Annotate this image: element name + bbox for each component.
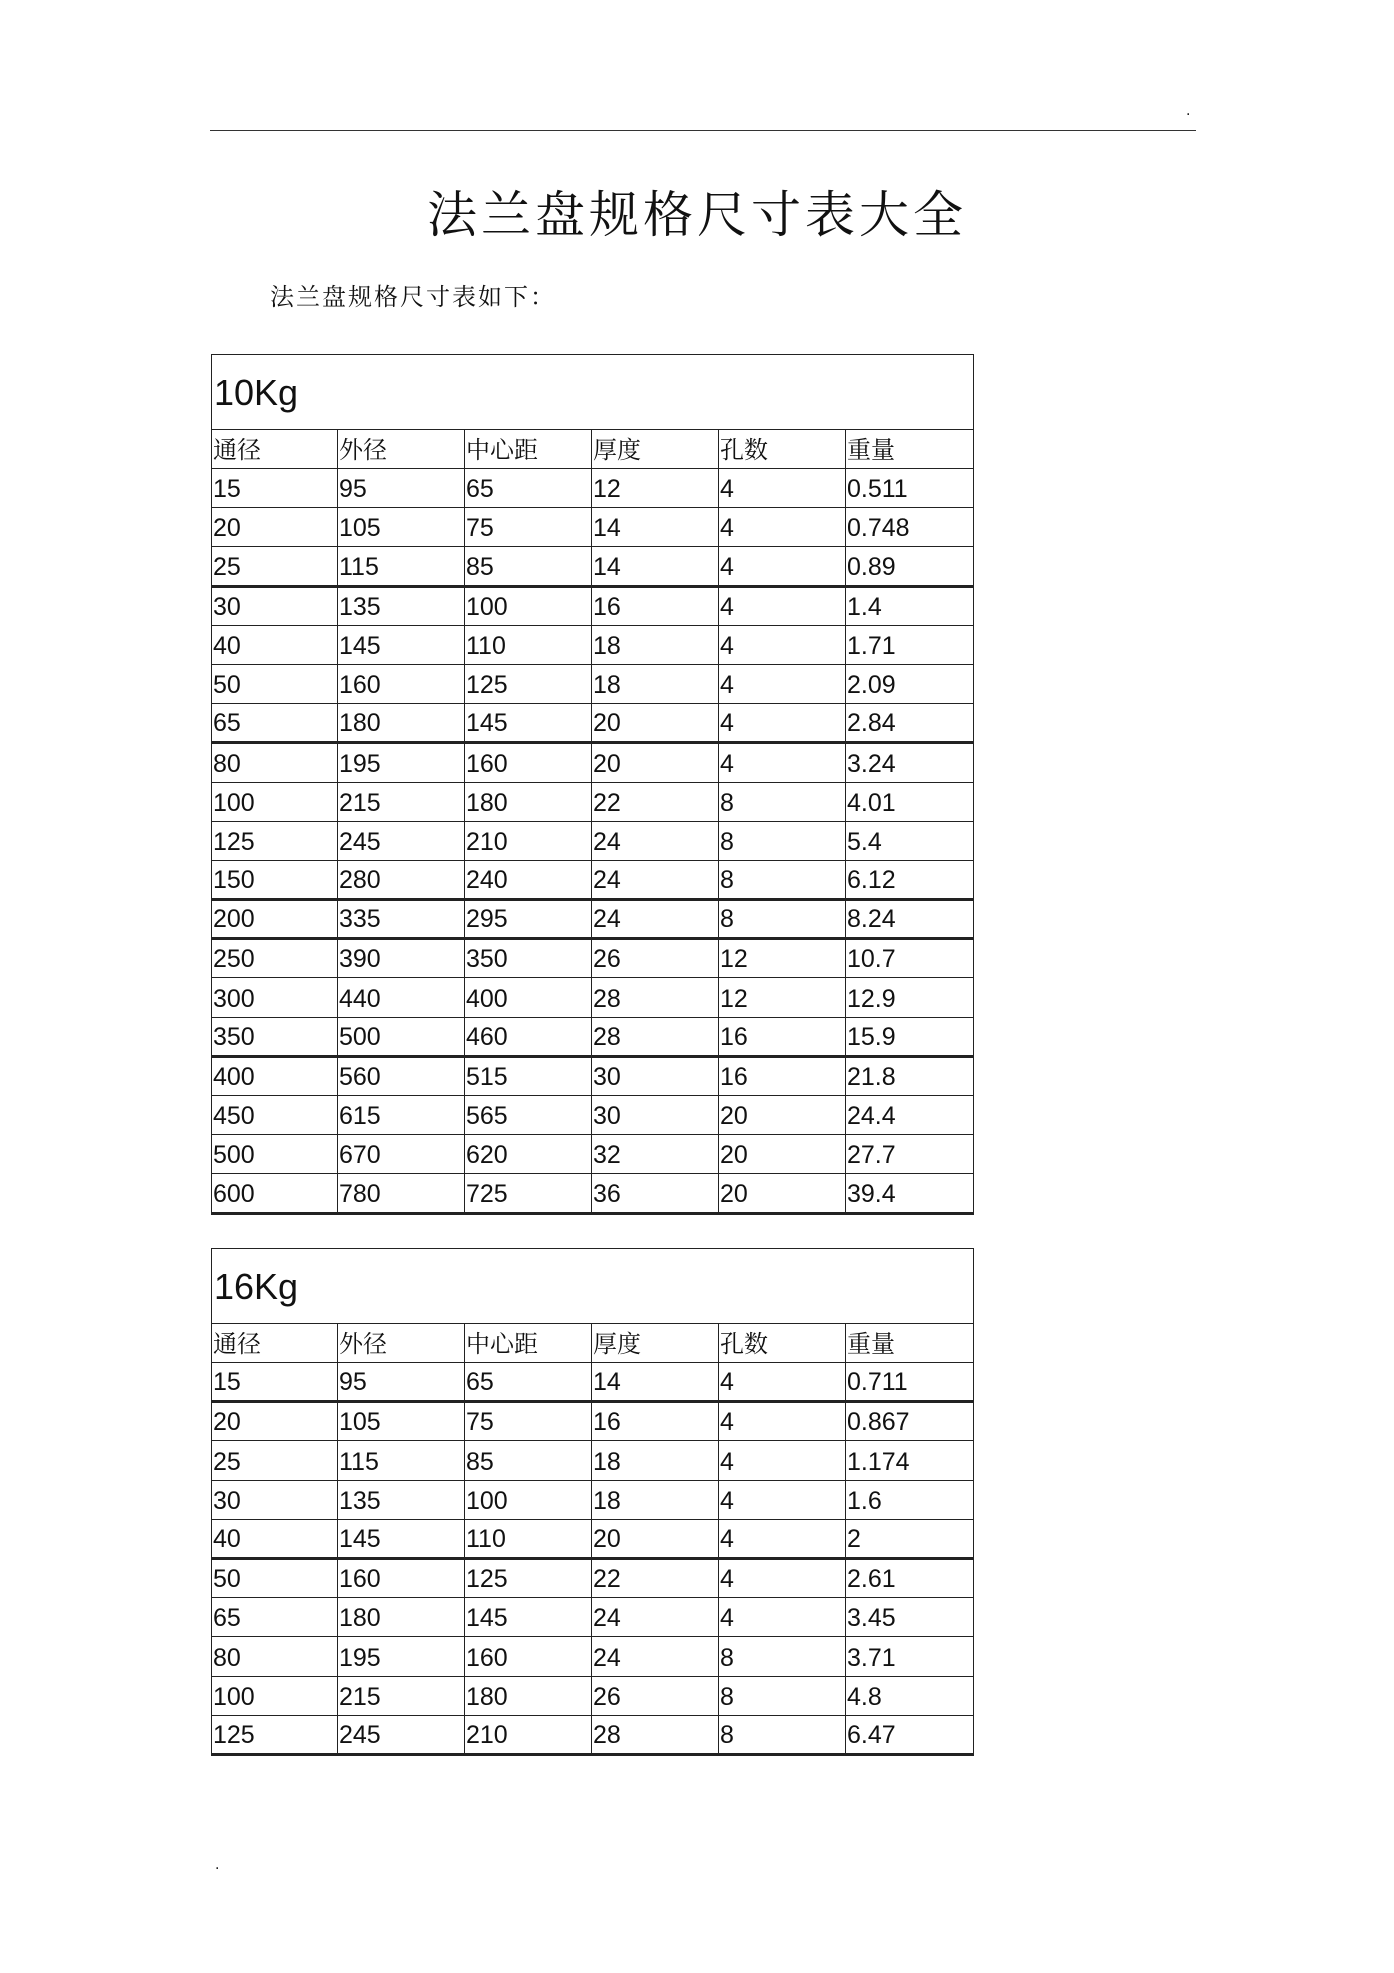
outer-diameter-cell: 95: [338, 1363, 465, 1402]
table-row: [212, 508, 974, 547]
table-row: [212, 978, 974, 1017]
thickness-cell: 14: [592, 508, 719, 547]
bore-cell: 350: [212, 1017, 338, 1056]
weight-cell: 2.84: [846, 704, 974, 743]
thickness-cell: 28: [592, 1715, 719, 1754]
bore-cell: 30: [212, 1480, 338, 1519]
bore-cell: 65: [212, 1598, 338, 1637]
weight-cell: 1.71: [846, 625, 974, 664]
bolt-circle-cell: 145: [465, 704, 592, 743]
table-row: [212, 1402, 974, 1441]
page-title: 法兰盘规格尺寸表大全: [427, 186, 967, 244]
bore-cell: 65: [212, 704, 338, 743]
outer-diameter-cell: 615: [338, 1096, 465, 1135]
table-row: [212, 1017, 974, 1056]
bolt-circle-cell: 65: [465, 469, 592, 508]
hole-count-cell: 12: [719, 939, 846, 978]
table-row: [212, 900, 974, 939]
thickness-cell: 18: [592, 664, 719, 703]
weight-cell: 4.8: [846, 1676, 974, 1715]
bore-cell: 80: [212, 1637, 338, 1676]
hole-count-cell: 20: [719, 1135, 846, 1174]
column-header: 中心距: [465, 1324, 592, 1363]
hole-count-cell: 8: [719, 782, 846, 821]
bolt-circle-cell: 125: [465, 1558, 592, 1597]
table-row: [212, 1363, 974, 1402]
table-row: [212, 1174, 974, 1213]
thickness-cell: 24: [592, 900, 719, 939]
bolt-circle-cell: 350: [465, 939, 592, 978]
hole-count-cell: 4: [719, 1402, 846, 1441]
outer-diameter-cell: 215: [338, 782, 465, 821]
column-header: 厚度: [592, 430, 719, 469]
bolt-circle-cell: 210: [465, 821, 592, 860]
table-caption: 10Kg: [212, 355, 974, 430]
hole-count-cell: 4: [719, 469, 846, 508]
bolt-circle-cell: 125: [465, 664, 592, 703]
weight-cell: 12.9: [846, 978, 974, 1017]
column-header: 重量: [846, 430, 974, 469]
weight-cell: 39.4: [846, 1174, 974, 1213]
bolt-circle-cell: 85: [465, 547, 592, 586]
bore-cell: 20: [212, 508, 338, 547]
weight-cell: 2.61: [846, 1558, 974, 1597]
table-row: [212, 664, 974, 703]
column-header: 中心距: [465, 430, 592, 469]
bolt-circle-cell: 180: [465, 1676, 592, 1715]
thickness-cell: 14: [592, 547, 719, 586]
weight-cell: 3.71: [846, 1637, 974, 1676]
bolt-circle-cell: 75: [465, 508, 592, 547]
thickness-cell: 24: [592, 860, 719, 899]
thickness-cell: 30: [592, 1096, 719, 1135]
outer-diameter-cell: 390: [338, 939, 465, 978]
outer-diameter-cell: 180: [338, 704, 465, 743]
thickness-cell: 22: [592, 782, 719, 821]
bore-cell: 50: [212, 664, 338, 703]
bore-cell: 100: [212, 1676, 338, 1715]
table-row: [212, 1637, 974, 1676]
bore-cell: 40: [212, 1519, 338, 1558]
outer-diameter-cell: 135: [338, 1480, 465, 1519]
bolt-circle-cell: 110: [465, 1519, 592, 1558]
weight-cell: 0.748: [846, 508, 974, 547]
weight-cell: 2.09: [846, 664, 974, 703]
top-corner-mark: .: [1186, 103, 1191, 119]
outer-diameter-cell: 160: [338, 1558, 465, 1597]
hole-count-cell: 4: [719, 1363, 846, 1402]
thickness-cell: 16: [592, 1402, 719, 1441]
bolt-circle-cell: 565: [465, 1096, 592, 1135]
table-row: [212, 1480, 974, 1519]
table-row: [212, 1598, 974, 1637]
thickness-cell: 24: [592, 821, 719, 860]
column-header: 通径: [212, 430, 338, 469]
thickness-cell: 16: [592, 586, 719, 625]
table-row: [212, 1519, 974, 1558]
weight-cell: 1.6: [846, 1480, 974, 1519]
bore-cell: 15: [212, 469, 338, 508]
outer-diameter-cell: 500: [338, 1017, 465, 1056]
weight-cell: 24.4: [846, 1096, 974, 1135]
table-row: [212, 1715, 974, 1754]
bolt-circle-cell: 160: [465, 1637, 592, 1676]
outer-diameter-cell: 245: [338, 1715, 465, 1754]
bore-cell: 125: [212, 1715, 338, 1754]
thickness-cell: 18: [592, 1441, 719, 1480]
thickness-cell: 20: [592, 1519, 719, 1558]
flange-table-10kg: [211, 354, 974, 1215]
bore-cell: 125: [212, 821, 338, 860]
hole-count-cell: 12: [719, 978, 846, 1017]
thickness-cell: 32: [592, 1135, 719, 1174]
weight-cell: 6.47: [846, 1715, 974, 1754]
table-row: [212, 1676, 974, 1715]
table-row: [212, 1056, 974, 1095]
hole-count-cell: 4: [719, 743, 846, 782]
table-caption: 16Kg: [212, 1249, 974, 1324]
column-header-row: [212, 1324, 974, 1363]
outer-diameter-cell: 145: [338, 1519, 465, 1558]
bolt-circle-cell: 65: [465, 1363, 592, 1402]
bore-cell: 100: [212, 782, 338, 821]
weight-cell: 21.8: [846, 1056, 974, 1095]
thickness-cell: 28: [592, 978, 719, 1017]
bolt-circle-cell: 145: [465, 1598, 592, 1637]
thickness-cell: 26: [592, 1676, 719, 1715]
hole-count-cell: 8: [719, 900, 846, 939]
bottom-corner-mark: .: [215, 1857, 220, 1873]
bolt-circle-cell: 110: [465, 625, 592, 664]
bore-cell: 50: [212, 1558, 338, 1597]
hole-count-cell: 4: [719, 547, 846, 586]
bore-cell: 250: [212, 939, 338, 978]
hole-count-cell: 4: [719, 1441, 846, 1480]
weight-cell: 4.01: [846, 782, 974, 821]
weight-cell: 6.12: [846, 860, 974, 899]
table-row: [212, 821, 974, 860]
outer-diameter-cell: 145: [338, 625, 465, 664]
hole-count-cell: 4: [719, 1558, 846, 1597]
bore-cell: 150: [212, 860, 338, 899]
header-rule: [210, 130, 1196, 131]
hole-count-cell: 4: [719, 586, 846, 625]
table-row: [212, 586, 974, 625]
bore-cell: 300: [212, 978, 338, 1017]
bore-cell: 40: [212, 625, 338, 664]
bolt-circle-cell: 75: [465, 1402, 592, 1441]
bolt-circle-cell: 295: [465, 900, 592, 939]
table-row: [212, 1558, 974, 1597]
weight-cell: 3.45: [846, 1598, 974, 1637]
hole-count-cell: 8: [719, 1676, 846, 1715]
bore-cell: 30: [212, 586, 338, 625]
hole-count-cell: 20: [719, 1174, 846, 1213]
thickness-cell: 18: [592, 625, 719, 664]
weight-cell: 1.174: [846, 1441, 974, 1480]
table-row: [212, 469, 974, 508]
bore-cell: 80: [212, 743, 338, 782]
outer-diameter-cell: 440: [338, 978, 465, 1017]
thickness-cell: 36: [592, 1174, 719, 1213]
bolt-circle-cell: 180: [465, 782, 592, 821]
hole-count-cell: 16: [719, 1056, 846, 1095]
weight-cell: 1.4: [846, 586, 974, 625]
column-header: 厚度: [592, 1324, 719, 1363]
bolt-circle-cell: 210: [465, 1715, 592, 1754]
table-row: [212, 625, 974, 664]
bolt-circle-cell: 240: [465, 860, 592, 899]
bolt-circle-cell: 100: [465, 1480, 592, 1519]
thickness-cell: 26: [592, 939, 719, 978]
thickness-cell: 14: [592, 1363, 719, 1402]
table-row: [212, 1096, 974, 1135]
weight-cell: 0.511: [846, 469, 974, 508]
thickness-cell: 22: [592, 1558, 719, 1597]
column-header: 重量: [846, 1324, 974, 1363]
outer-diameter-cell: 95: [338, 469, 465, 508]
bore-cell: 20: [212, 1402, 338, 1441]
weight-cell: 10.7: [846, 939, 974, 978]
outer-diameter-cell: 180: [338, 1598, 465, 1637]
outer-diameter-cell: 215: [338, 1676, 465, 1715]
bolt-circle-cell: 100: [465, 586, 592, 625]
outer-diameter-cell: 195: [338, 743, 465, 782]
thickness-cell: 28: [592, 1017, 719, 1056]
bolt-circle-cell: 85: [465, 1441, 592, 1480]
table-row: [212, 939, 974, 978]
hole-count-cell: 4: [719, 1519, 846, 1558]
thickness-cell: 24: [592, 1637, 719, 1676]
table-row: [212, 1135, 974, 1174]
outer-diameter-cell: 135: [338, 586, 465, 625]
bolt-circle-cell: 725: [465, 1174, 592, 1213]
bolt-circle-cell: 460: [465, 1017, 592, 1056]
thickness-cell: 20: [592, 743, 719, 782]
bolt-circle-cell: 620: [465, 1135, 592, 1174]
outer-diameter-cell: 245: [338, 821, 465, 860]
column-header-row: [212, 430, 974, 469]
weight-cell: 27.7: [846, 1135, 974, 1174]
outer-diameter-cell: 780: [338, 1174, 465, 1213]
column-header: 孔数: [719, 1324, 846, 1363]
bore-cell: 450: [212, 1096, 338, 1135]
column-header: 孔数: [719, 430, 846, 469]
bore-cell: 200: [212, 900, 338, 939]
weight-cell: 0.89: [846, 547, 974, 586]
table-row: [212, 782, 974, 821]
thickness-cell: 20: [592, 704, 719, 743]
hole-count-cell: 4: [719, 508, 846, 547]
hole-count-cell: 16: [719, 1017, 846, 1056]
thickness-cell: 12: [592, 469, 719, 508]
outer-diameter-cell: 115: [338, 547, 465, 586]
weight-cell: 8.24: [846, 900, 974, 939]
flange-table-16kg: [211, 1248, 974, 1756]
outer-diameter-cell: 670: [338, 1135, 465, 1174]
bore-cell: 600: [212, 1174, 338, 1213]
hole-count-cell: 8: [719, 860, 846, 899]
table-row: [212, 704, 974, 743]
weight-cell: 0.867: [846, 1402, 974, 1441]
hole-count-cell: 4: [719, 625, 846, 664]
bore-cell: 25: [212, 547, 338, 586]
table-row: [212, 743, 974, 782]
intro-text: 法兰盘规格尺寸表如下：: [270, 283, 556, 311]
weight-cell: 2: [846, 1519, 974, 1558]
bore-cell: 25: [212, 1441, 338, 1480]
outer-diameter-cell: 105: [338, 508, 465, 547]
thickness-cell: 18: [592, 1480, 719, 1519]
bolt-circle-cell: 400: [465, 978, 592, 1017]
hole-count-cell: 8: [719, 1637, 846, 1676]
outer-diameter-cell: 335: [338, 900, 465, 939]
thickness-cell: 30: [592, 1056, 719, 1095]
hole-count-cell: 20: [719, 1096, 846, 1135]
column-header: 外径: [338, 1324, 465, 1363]
weight-cell: 0.711: [846, 1363, 974, 1402]
hole-count-cell: 8: [719, 1715, 846, 1754]
bore-cell: 500: [212, 1135, 338, 1174]
table-row: [212, 1441, 974, 1480]
column-header: 通径: [212, 1324, 338, 1363]
column-header: 外径: [338, 430, 465, 469]
outer-diameter-cell: 560: [338, 1056, 465, 1095]
bolt-circle-cell: 160: [465, 743, 592, 782]
thickness-cell: 24: [592, 1598, 719, 1637]
bolt-circle-cell: 515: [465, 1056, 592, 1095]
hole-count-cell: 4: [719, 664, 846, 703]
hole-count-cell: 8: [719, 821, 846, 860]
weight-cell: 15.9: [846, 1017, 974, 1056]
bore-cell: 400: [212, 1056, 338, 1095]
outer-diameter-cell: 160: [338, 664, 465, 703]
table-row: [212, 860, 974, 899]
hole-count-cell: 4: [719, 1480, 846, 1519]
outer-diameter-cell: 195: [338, 1637, 465, 1676]
outer-diameter-cell: 105: [338, 1402, 465, 1441]
table-row: [212, 547, 974, 586]
outer-diameter-cell: 280: [338, 860, 465, 899]
outer-diameter-cell: 115: [338, 1441, 465, 1480]
weight-cell: 3.24: [846, 743, 974, 782]
weight-cell: 5.4: [846, 821, 974, 860]
bore-cell: 15: [212, 1363, 338, 1402]
hole-count-cell: 4: [719, 1598, 846, 1637]
hole-count-cell: 4: [719, 704, 846, 743]
